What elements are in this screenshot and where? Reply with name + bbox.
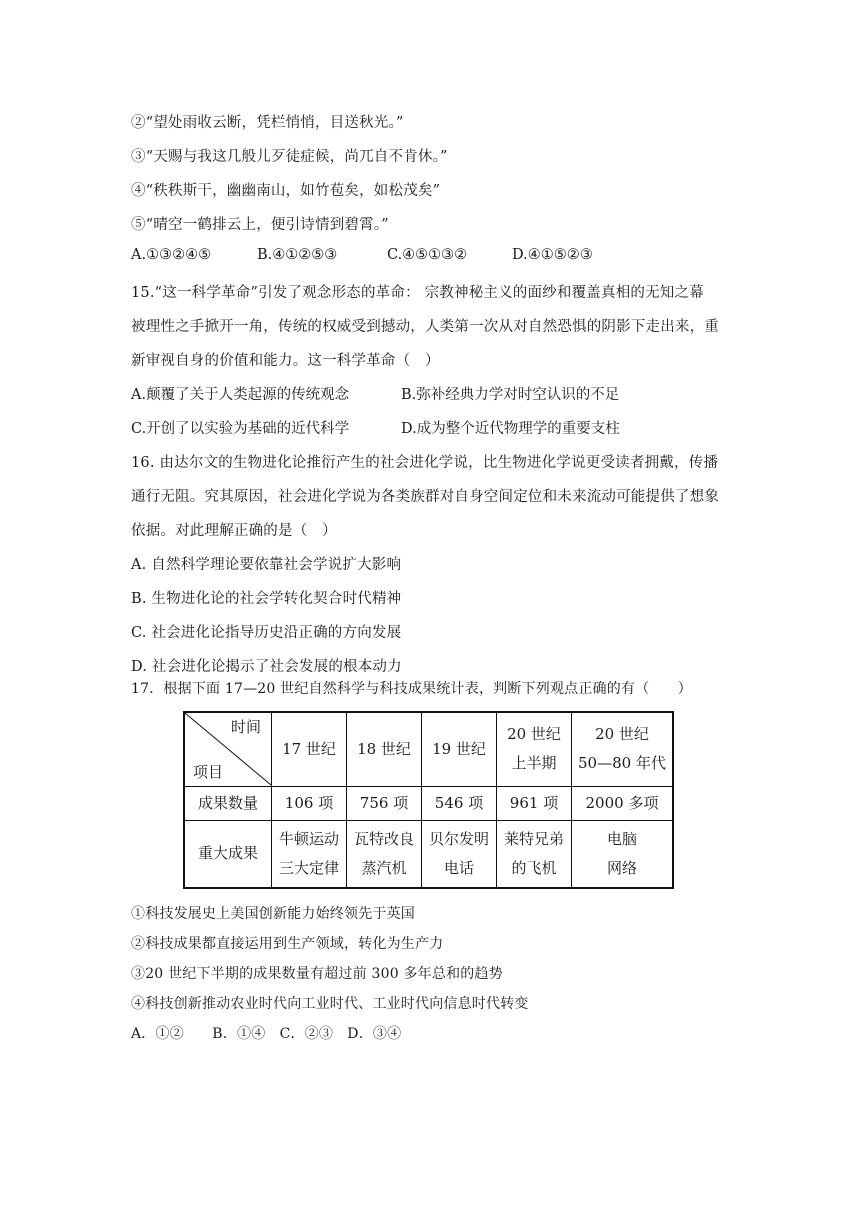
corner-label-item: 项目 [193,762,224,781]
count-18th: 756 项 [347,786,422,820]
q16-option-c: C. 社会进化论指导历史沿正确的方向发展 [131,625,402,641]
major-17th: 牛顿运动 三大定律 [272,820,347,888]
statistics-table [183,711,674,889]
q14-line-5: ⑤“晴空一鹤排云上，便引诗情到碧霄。” [131,217,389,233]
table-row-major [184,820,673,888]
corner-label-time: 时间 [230,718,261,736]
q14-option-b: B.④①②⑤③ [257,247,338,263]
row-label-count: 成果数量 [184,786,272,820]
q15-option-d: D.成为整个近代物理学的重要支柱 [401,421,620,437]
q15-option-a: A.颠覆了关于人类起源的传统观念 [131,387,350,403]
q14-line-3: ③“天赐与我这几般儿歹徒症候，尚兀自不肯休。” [131,149,448,165]
q15-option-b: B.弥补经典力学对时空认识的不足 [401,387,620,403]
q14-option-d: D.④①⑤②③ [512,247,593,263]
table-header-row [184,712,673,786]
q17-statement-3: ③20 世纪下半期的成果数量有超过前 300 多年总和的趋势 [131,966,503,982]
header-19th-century: 19 世纪 [422,712,497,786]
count-20th-first-half: 961 项 [497,786,572,820]
row-label-major: 重大成果 [184,820,272,888]
major-20th-first-half: 莱特兄弟 的飞机 [497,820,572,888]
q15-option-c: C.开创了以实验为基础的近代科学 [131,421,350,437]
count-19th: 546 项 [422,786,497,820]
q16-option-a: A. 自然科学理论要依靠社会学说扩大影响 [131,557,402,573]
major-18th: 瓦特改良 蒸汽机 [347,820,422,888]
header-20th-first-half: 20 世纪 上半期 [497,712,572,786]
header-20th-50s-80s: 20 世纪 50—80 年代 [572,712,674,786]
q15-options-row-1 [131,383,619,404]
q17-statement-4: ④科技创新推动农业时代向工业时代、工业时代向信息时代转变 [131,996,529,1012]
q15-stem-line-3: 新审视自身的价值和能力。这一科学革命（ ） [131,353,440,369]
q14-option-a: A.①③②④⑤ [131,247,212,263]
table-row-count [184,786,673,820]
count-17th: 106 项 [272,786,347,820]
q16-stem-line-2: 通行无阻。究其原因，社会进化学说为各类族群对自身空间定位和未来流动可能提供了想象 [131,489,719,505]
q15-stem-line-2: 被理性之手掀开一角，传统的权威受到撼动，人类第一次从对自然恐惧的阴影下走出来，重 [131,319,719,335]
q16-stem-line-3: 依据。对此理解正确的是（ ） [131,523,337,539]
q15-stem-line-1: 15.“这一科学革命”引发了观念形态的革命： 宗教神秘主义的面纱和覆盖真相的无知之幕 [131,285,704,301]
major-19th: 贝尔发明 电话 [422,820,497,888]
q17-statement-2: ②科技成果都直接运用到生产领域，转化为生产力 [131,936,444,952]
table-corner-cell [184,712,272,786]
major-20th-50s-80s: 电脑 网络 [572,820,674,888]
q14-line-4: ④“秩秩斯干，幽幽南山，如竹苞矣，如松茂矣” [131,183,441,199]
q14-options [131,247,593,263]
header-17th-century: 17 世纪 [272,712,347,786]
header-18th-century: 18 世纪 [347,712,422,786]
q16-option-d: D. 社会进化论揭示了社会发展的根本动力 [131,659,402,675]
q16-option-b: B. 生物进化论的社会学转化契合时代精神 [131,591,402,607]
q14-option-c: C.④⑤①③② [387,247,468,263]
q17-options: A．①② B．①④ C．②③ D．③④ [131,1026,402,1042]
q15-options-row-2 [131,417,620,438]
q14-line-2: ②“望处雨收云断，凭栏悄悄，目送秋光。” [131,115,404,131]
q16-stem-line-1: 16. 由达尔文的生物进化论推衍产生的社会进化学说，比生物进化学说更受读者拥戴，传播 [131,455,719,471]
count-20th-50s-80s: 2000 多项 [572,786,674,820]
q17-statement-1: ①科技发展史上美国创新能力始终领先于英国 [131,906,415,922]
q17-stem: 17．根据下面 17—20 世纪自然科学与科技成果统计表，判断下列观点正确的有（ ） [131,681,692,697]
